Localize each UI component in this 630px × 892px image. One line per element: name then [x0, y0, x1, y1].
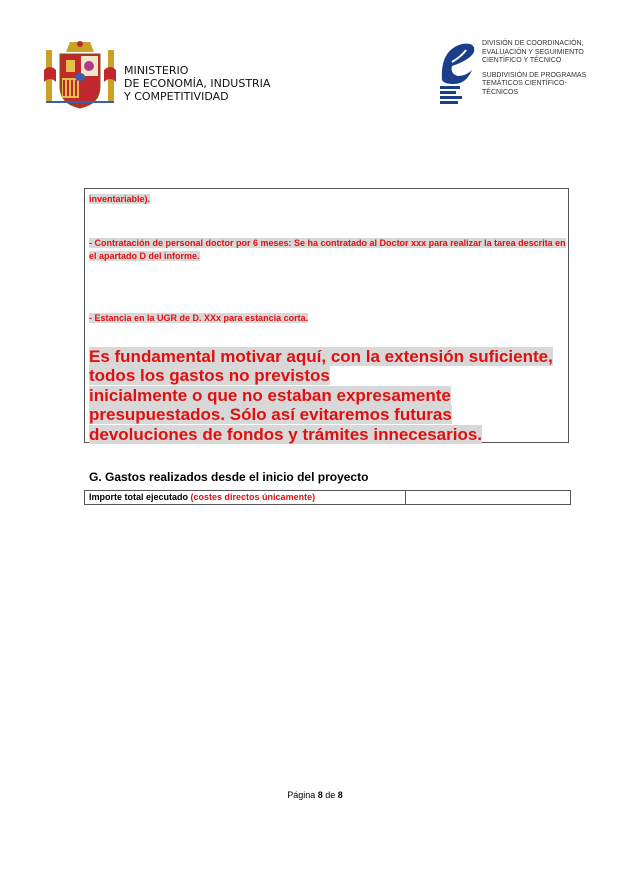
division-line: DIVISIÓN DE COORDINACIÓN, — [482, 40, 584, 47]
highlighted-text: - Contratación de personal doctor por 6 meses: Se ha contratado al Doctor xxx para realizar la tarea descrita en el apartado D del informe. — [89, 238, 566, 261]
highlighted-text: inventariable). — [89, 194, 151, 204]
expenses-label-cell — [85, 491, 406, 504]
division-line: EVALUACIÓN Y SEGUIMIENTO — [482, 48, 584, 56]
highlighted-text: - Estancia en la UGR de D. XXx para estancia corta. — [89, 313, 309, 323]
box-warning-text — [89, 347, 567, 444]
ministry-line: Y COMPETITIVIDAD — [124, 90, 229, 103]
justification-box — [84, 188, 569, 443]
section-g-title: G. Gastos realizados desde el inicio del proyecto — [89, 470, 369, 484]
page-footer — [0, 790, 630, 800]
warning-line: todos los gastos no previstos — [89, 366, 330, 386]
warning-line: Es fundamental motivar aquí, con la extensión suficiente, — [89, 347, 553, 366]
aei-logo-icon — [436, 40, 478, 108]
box-line-contratacion — [89, 237, 567, 263]
box-line-estancia — [89, 312, 308, 325]
expenses-label-note: (costes directos únicamente) — [190, 492, 316, 502]
page-sep: de — [325, 790, 336, 800]
expenses-table — [84, 490, 571, 505]
division-line: CIENTÍFICO Y TÉCNICO — [482, 57, 562, 65]
warning-line: inicialmente o que no estaban expresamente — [89, 385, 451, 405]
ministry-line: DE ECONOMÍA, INDUSTRIA — [124, 77, 271, 90]
page-label: Página — [287, 790, 316, 800]
expenses-value-cell[interactable] — [406, 491, 570, 504]
subdivision-line: SUBDIVISIÓN DE PROGRAMAS — [482, 71, 587, 79]
page-current: 8 — [317, 790, 323, 800]
warning-line: presupuestados. Sólo así evitaremos futuras — [89, 405, 452, 425]
subdivision-line: TÉCNICOS — [482, 88, 519, 96]
ministry-name — [124, 64, 270, 103]
ministry-line: MINISTERIO — [124, 64, 189, 77]
expenses-label: Importe total ejecutado — [89, 492, 189, 502]
subdivision-line: TEMÁTICOS CIENTÍFICO- — [482, 80, 567, 88]
coat-of-arms-icon — [42, 40, 118, 112]
division-text — [482, 40, 586, 98]
page-total: 8 — [337, 790, 343, 800]
warning-line: devoluciones de fondos y trámites innecesarios. — [89, 424, 483, 444]
box-line-inventariable — [89, 193, 150, 206]
